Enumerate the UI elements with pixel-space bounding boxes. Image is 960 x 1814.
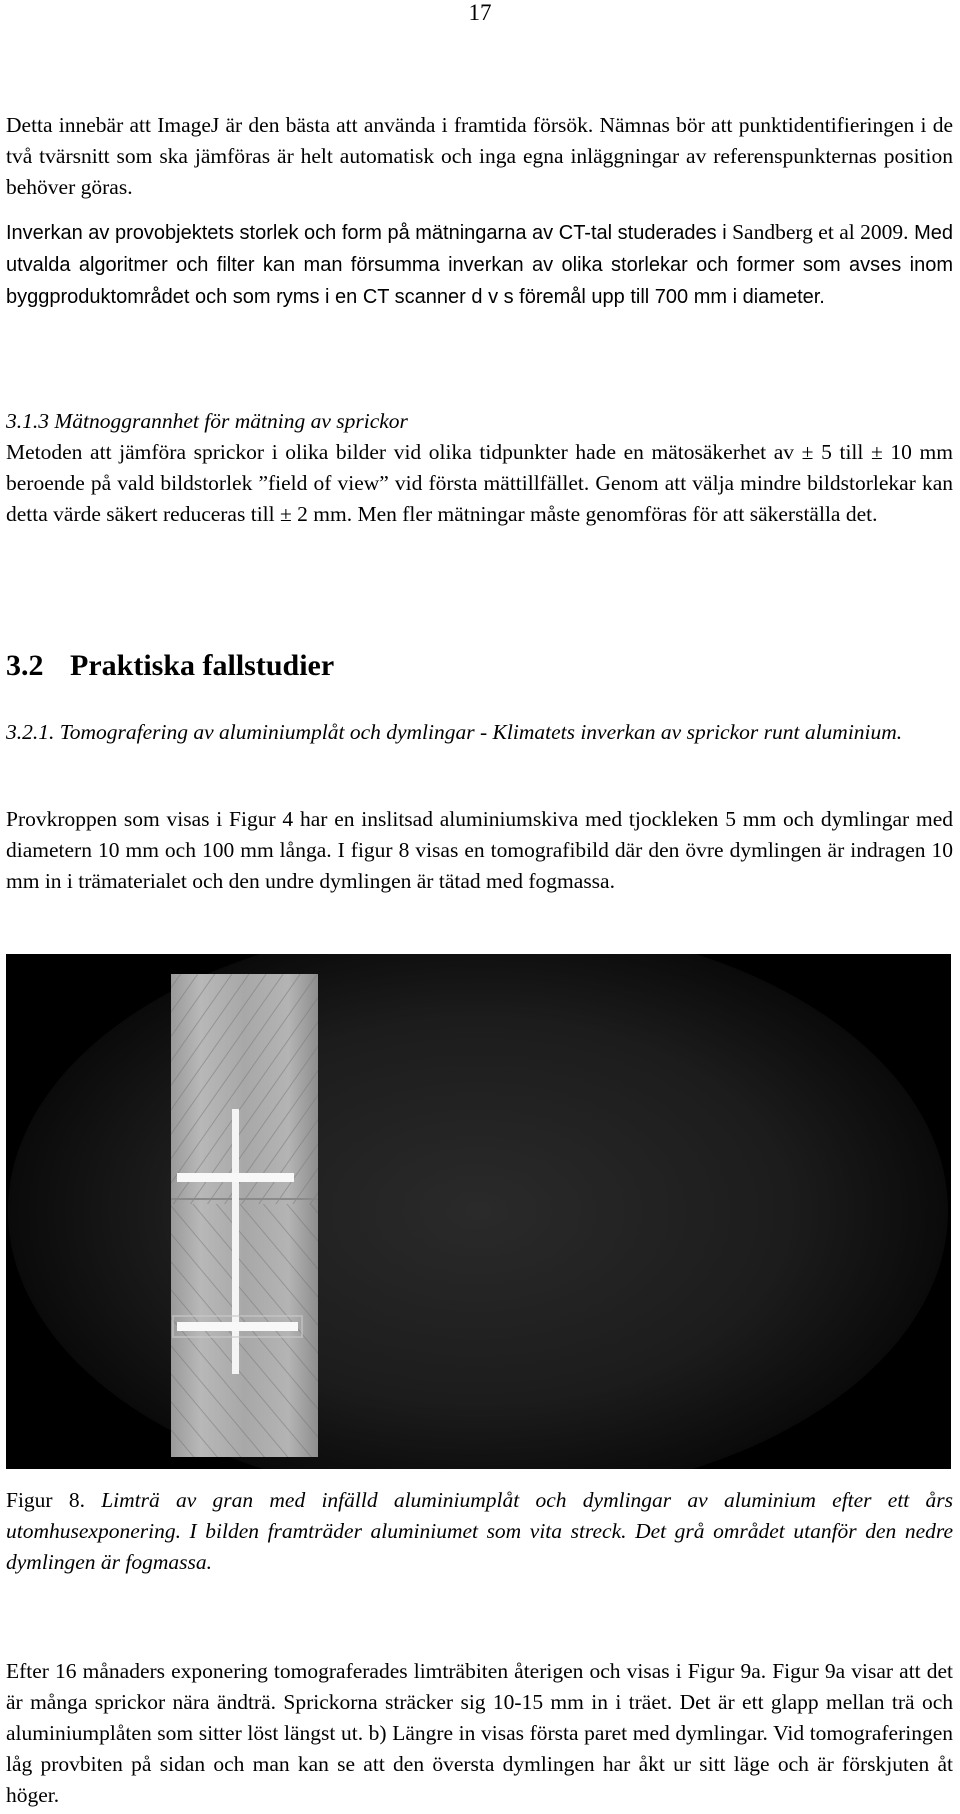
paragraph-imagej: Detta innebär att ImageJ är den bästa att använda i framtida försök. Nämnas bör att punktidentifieringen i de två tvärsnitt som ska jämföras är helt automatisk och inga egna inläggningar av referenspunkternas position behöver göras. xyxy=(6,113,953,199)
citation-sandberg: Sandberg et al 2009. xyxy=(732,220,909,244)
aluminium-plate xyxy=(232,1109,239,1374)
paragraph-ct-influence-lead: Inverkan av provobjektets storlek och form på mätningarna av CT-tal studerades i xyxy=(6,222,727,244)
section-3-2-heading xyxy=(6,648,334,684)
paragraph-ct-influence xyxy=(6,217,953,313)
page-number: 17 xyxy=(468,0,492,25)
paragraph-specimen: Provkroppen som visas i Figur 4 har en inslitsad aluminiumskiva med tjockleken 5 mm och dymlingar med diametern 10 mm och 100 mm långa. I figur 8 visas en tomografibild där den övre dymlingen är indragen 10 mm in i trämaterialet och den undre dymlingen är tätad med fogmassa. xyxy=(6,807,953,893)
upper-dowel xyxy=(177,1173,294,1182)
figure-8-caption-text: Limträ av gran med infälld aluminiumplåt och dymlingar av aluminium efter ett års utomhusexponering. I bilden framträder aluminiumet som vita streck. Det grå området utanför den nedre dymlingen är fogmassa. xyxy=(6,1488,954,1574)
subsection-3-1-3-title: 3.1.3 Mätnoggrannhet för mätning av sprickor xyxy=(6,409,408,433)
paragraph-ct-influence-rest: Med utvalda algoritmer och filter kan man försumma inverkan av olika storlekar och former som avses inom byggproduktområdet och som ryms i en CT scanner d v s föremål upp till 700 mm i diameter. xyxy=(6,222,953,308)
figure-8-label: Figur 8. xyxy=(6,1488,85,1512)
tomography-svg xyxy=(6,954,951,1469)
lower-dowel xyxy=(177,1322,298,1331)
section-3-2-number: 3.2 xyxy=(6,649,44,682)
figure-8-caption xyxy=(6,1485,953,1578)
section-3-2-title: Praktiska fallstudier xyxy=(70,649,335,682)
paragraph-16-months: Efter 16 månaders exponering tomograferades limträbiten återigen och visas i Figur 9a. Figur 9a visar att det är många sprickor nära ändträ. Sprickorna sträcker sig 10-15 mm in i träet. Det är ett glapp mellan trä och aluminiumplåten som sitter löst längst ut. b) Längre in visas första paret med dymlingar. Vid tomograferingen låg provbiten på sidan och man kan se att den översta dymlingen har åkt ur sitt läge och är förskjuten åt höger. xyxy=(6,1659,953,1807)
figure-8-tomography-image xyxy=(6,954,951,1469)
subsection-3-2-1-title: 3.2.1. Tomografering av aluminiumplåt och dymlingar - Klimatets inverkan av sprickor runt aluminium. xyxy=(6,720,903,744)
paragraph-measurement-accuracy: Metoden att jämföra sprickor i olika bilder vid olika tidpunkter hade en mätosäkerhet av ± 5 till ± 10 mm beroende på vald bildstorlek ”field of view” vid första mättillfället. Genom att välja mindre bildstorlekar kan detta värde säkert reduceras till ± 2 mm. Men fler mätningar måste genomföras för att säkerställa det. xyxy=(6,440,953,526)
